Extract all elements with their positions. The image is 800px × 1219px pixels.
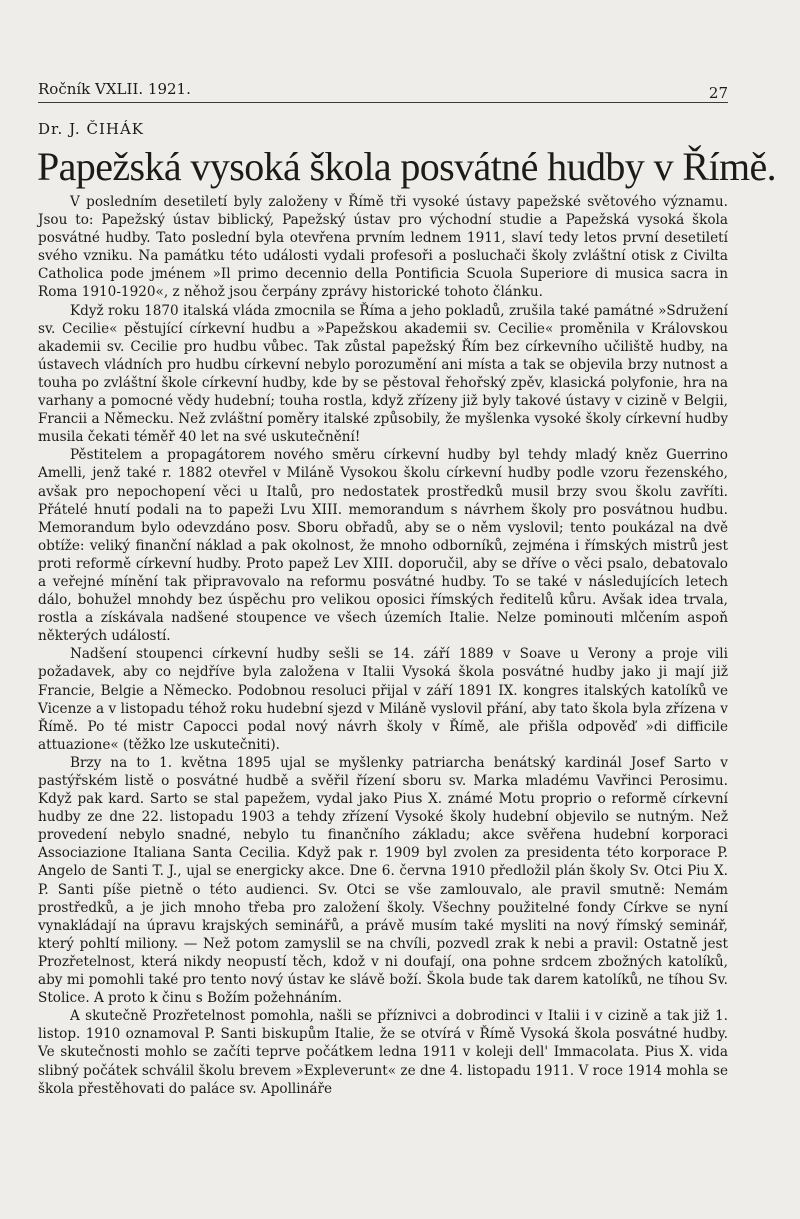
paragraph: A skutečně Prozřetelnost pomohla, našli se příznivci a dobrodinci v Italii i v cizině a tak již 1. listop. 1910 oznamoval P. Santi biskupům Italie, že se otvírá v Římě Vysoká škola posvátné hudby. Ve skutečnosti mohlo se začíti teprve počátkem ledna 1911 v koleji dell' Immacolata. Pius X. vida slibný počátek schválil školu brevem »Expleverunt« ze dne 4. listopadu 1911. V roce 1914 mohla se škola přestěhovati do paláce sv. Apollináře <box>38 1008 728 1097</box>
article-author: Dr. J. ČIHÁK <box>38 120 144 138</box>
article-body <box>38 193 728 1098</box>
volume-label: Ročník VXLII. 1921. <box>38 80 191 98</box>
paragraph: V posledním desetiletí byly založeny v Římě tři vysoké ústavy papežské světového významu. Jsou to: Papežský ústav biblický, Papežský ústav pro východní studie a Papežská vysoká škola posvátné hudby. Tato poslední byla otevřena prvním lednem 1911, slaví tedy letos první desetiletí svého vzniku. Na památku této události vydali profesoři a posluchači školy zvláštní otisk z Civilta Catholica pode jménem »Il primo decennio della Pontificia Scuola Superiore di musica sacra in Roma 1910-1920«, z něhož jsou čerpány zprávy historické tohoto článku. <box>38 194 728 301</box>
running-header <box>38 80 728 103</box>
page-number: 27 <box>708 84 728 102</box>
article-title: Papežská vysoká škola posvátné hudby v Římě. <box>37 144 777 189</box>
paragraph: Nadšení stoupenci církevní hudby sešli se 14. září 1889 v Soave u Verony a proje vili požadavek, aby co nejdříve byla založena v Italii Vysoká škola posvátné hudby jako ji mají již Francie, Belgie a Německo. Podobnou resoluci přijal v září 1891 IX. kongres italských katolíků ve Vicenze a v listopadu téhož roku hudební sjezd v Miláně vyslovil přání, aby tato škola byla zřízena v Římě. Po té mistr Capocci podal nový návrh školy v Římě, ale přišla odpověď »di difficile attuazione« (těžko lze uskutečniti). <box>38 646 728 753</box>
paragraph: Když roku 1870 italská vláda zmocnila se Říma a jeho pokladů, zrušila také památné »Sdružení sv. Cecilie« pěstující církevní hudbu a »Papežskou akademii sv. Cecilie« proměnila v Královskou akademii sv. Cecilie pro hudbu vůbec. Tak zůstal papežský Řím bez církevního učiliště hudby, na ústavech vládních pro hudbu církevní nebylo porozumění ani místa a tak se objevila brzy nutnost a touha po zvláštní škole církevní hudby, kde by se pěstoval řehořský zpěv, klasická polyfonie, hra na varhany a pomocné vědy hudební; touha rostla, když zřízeny již byly takové ústavy v cizině v Belgii, Francii a Německu. Než zvláštní poměry italské způsobily, že myšlenka vysoké školy církevní hudby musila čekati téměř 40 let na své uskutečnění! <box>38 302 728 446</box>
paragraph: Brzy na to 1. května 1895 ujal se myšlenky patriarcha benátský kardinál Josef Sarto v pastýřském listě o posvátné hudbě a svěřil řízení sboru sv. Marka mladému Vavřinci Perosimu. Když pak kard. Sarto se stal papežem, vydal jako Pius X. známé Motu proprio o reformě církevní hudby ze dne 22. listopadu 1903 a tehdy zřízení Vysoké školy hudební objevilo se nutným. Než provedení nebylo snadné, nebylo tu finančního základu; akce svěřena hudební korporaci Associazione Italiana Santa Cecilia. Když pak r. 1909 byl zvolen za presidenta této korporace P. Angelo de Santi T. J., ujal se energicky akce. Dne 6. června 1910 předložil plán školy Sv. Otci Piu X. P. Santi píše pietně o této audienci. Sv. Otci se vše zamlouvalo, ale pravil smutně: Nemám prostředků, a je jich mnoho třeba pro založení školy. Všechny použitelné fondy Církve se nyní vynakládají na úpravu krajských seminářů, a právě musím také mysliti na nový římský seminář, který pohltí miliony. — Než potom zamyslil se na chvíli, pozvedl zrak k nebi a pravil: Ostatně jest Prozřetelnost, která nikdy neopustí těch, kdož v ni doufají, ona pohne srdcem zbožných katolíků, aby mi pomohli také pro tento nový ústav ke slávě boží. Škola bude tak darem katolíků, ne tíhou Sv. Stolice. A proto k činu s Božím požehnáním. <box>38 754 728 1007</box>
paragraph: Pěstitelem a propagátorem nového směru církevní hudby byl tehdy mladý kněz Guerrino Amelli, jenž také r. 1882 otevřel v Miláně Vysokou školu církevní hudby podle vzoru řezenského, avšak pro nepochopení věci u Italů, pro nedostatek prostředků musil brzy svou školu zavříti. Přátelé hnutí podali na to papeži Lvu XIII. memorandum s návrhem školy pro posvátnou hudbu. Memorandum bylo odevzdáno posv. Sboru obřadů, aby se o něm vyslovil; tento poukázal na dvě obtíže: veliký finanční náklad a pak okolnost, že mnoho odborníků, zejména i římských mistrů jest proti reformě církevní hudby. Proto papež Lev XIII. doporučil, aby se dříve o věci psalo, debatovalo a veřejné mínění tak připravovalo na reformu posvátné hudby. To se také v následujících letech dálo, bohužel mnohdy bez úspěchu pro velikou oposici římských ředitelů kůru. Avšak idea trvala, rostla a získávala nadšené stoupence ve všech územích Italie. Nelze pominouti mlčením aspoň některých událostí. <box>38 447 728 645</box>
